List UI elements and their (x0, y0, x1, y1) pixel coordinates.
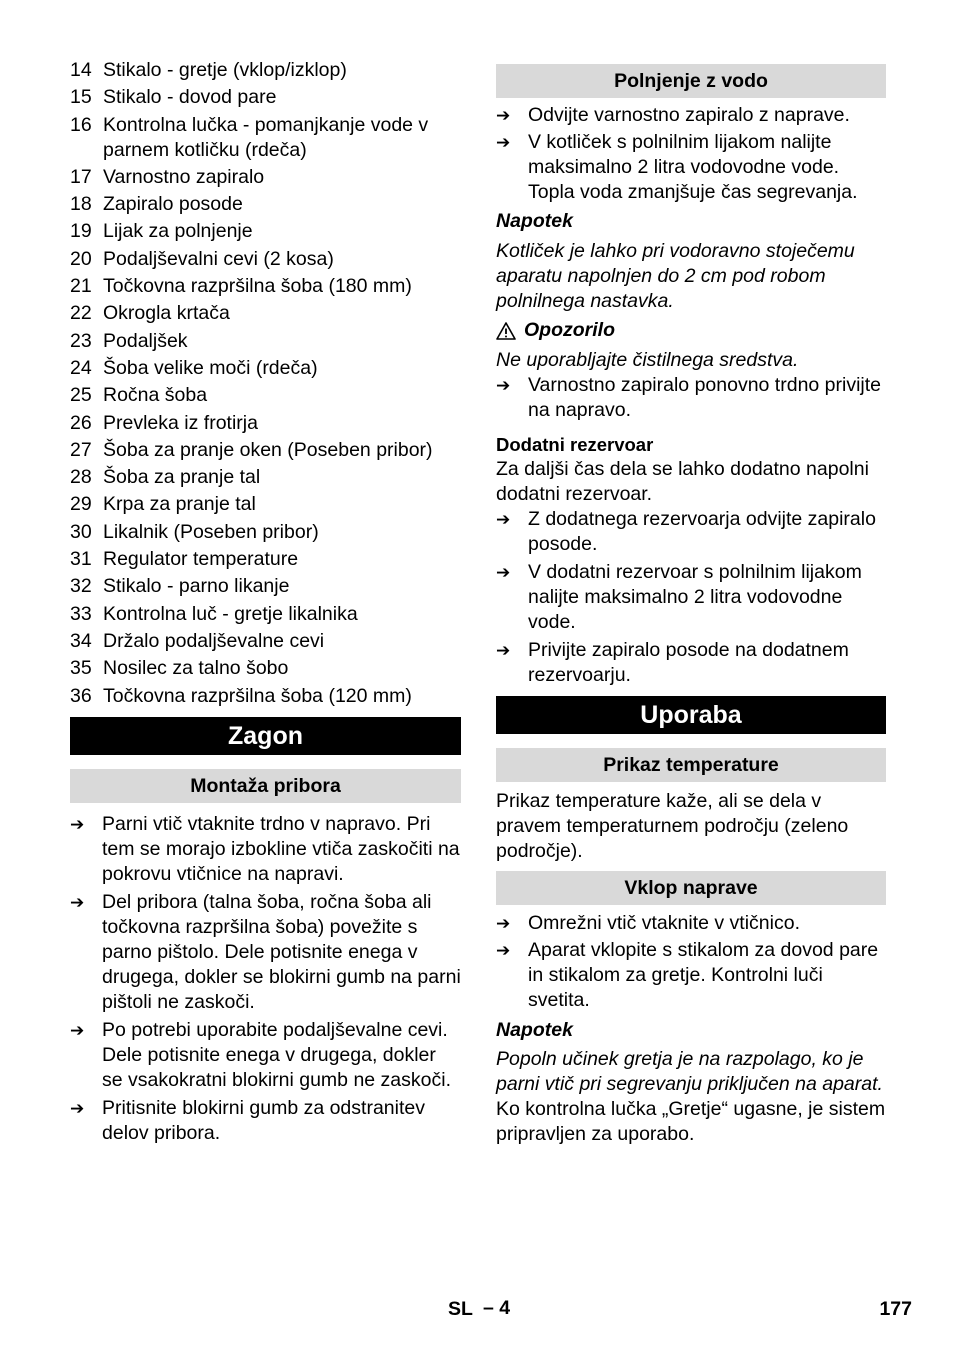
step-text: Odvijte varnostno zapiralo z naprave. (528, 104, 850, 126)
item-text: Ročna šoba (103, 384, 208, 407)
arrow-right-icon: ➔ (496, 510, 511, 529)
step-text: Parni vtič vtaknite trdno v napravo. Pri tem se morajo izbokline vtiča zaskočiti na pokrovu vtičnice na napravi. (102, 812, 460, 885)
item-number: 31 (70, 548, 92, 571)
item-number: 29 (70, 493, 92, 516)
item-number: 22 (70, 302, 92, 325)
step-text: Privijte zapiralo posode na dodatnem rezervoarju. (528, 639, 849, 686)
item-text: Prevleka iz frotirja (103, 411, 258, 434)
arrow-right-icon: ➔ (496, 914, 511, 933)
parts-list-item (70, 547, 461, 572)
warning-heading (496, 318, 886, 343)
polnjenje-step-after (496, 373, 886, 423)
item-text: Podaljševalni cevi (2 kosa) (103, 247, 334, 270)
item-text: Zapiralo posode (103, 193, 243, 216)
warning-text: Ne uporabljajte čistilnega sredstva. (496, 349, 799, 371)
note-title: Napotek (496, 1019, 573, 1041)
item-text: Okrogla krtača (103, 302, 230, 325)
final-text: Ko kontrolna lučka „Gretje“ ugasne, je sistem pripravljen za uporabo. (496, 1098, 886, 1145)
left-column (70, 58, 461, 1146)
item-text: Varnostno zapiralo (103, 165, 265, 188)
item-text: Nosilec za talno šobo (103, 657, 289, 680)
item-number: 35 (70, 657, 92, 680)
parts-list-item (70, 247, 461, 272)
parts-list-item (70, 329, 461, 354)
step-text: Z dodatnega rezervoarja odvijte zapiralo posode. (528, 508, 876, 555)
item-text: Šoba velike moči (rdeča) (103, 356, 318, 379)
arrow-right-icon: ➔ (496, 563, 511, 582)
dodatni-rezervoar-text: Za daljši čas dela se lahko dodatno napolni dodatni rezervoar. (496, 458, 869, 505)
step-text: V kotliček s polnilnim lijakom nalijte maksimalno 2 litra vodovodne vode. Topla voda zmanjšuje čas segrevanja. (528, 131, 858, 203)
parts-list-item (70, 465, 461, 490)
parts-list-item (70, 411, 461, 436)
polnjenje-step (496, 103, 886, 128)
polnjenje-steps (496, 103, 886, 205)
parts-list-item (70, 274, 461, 299)
section-zagon-title: Zagon (70, 717, 461, 755)
vklop-step (496, 911, 886, 936)
step-text: Pritisnite blokirni gumb za odstranitev delov pribora. (102, 1096, 425, 1144)
item-number: 14 (70, 59, 92, 81)
section-uporaba-title: Uporaba (496, 696, 886, 734)
item-number: 23 (70, 329, 92, 352)
item-text: Podaljšek (103, 329, 188, 352)
parts-list-item (70, 219, 461, 244)
parts-list-item (70, 656, 461, 681)
item-number: 19 (70, 220, 92, 243)
dodatni-steps (496, 507, 886, 688)
step-text: Omrežni vtič vtaknite v vtičnico. (528, 912, 800, 934)
parts-list-item (70, 438, 461, 463)
item-number: 25 (70, 384, 92, 407)
parts-list-item (70, 602, 461, 627)
parts-list-item (70, 520, 461, 545)
item-text: Stikalo - parno likanje (103, 575, 290, 598)
item-number: 26 (70, 411, 92, 434)
item-text: Šoba za pranje tal (103, 466, 261, 489)
item-number: 30 (70, 520, 92, 543)
arrow-right-icon: ➔ (70, 1098, 85, 1118)
step-text: Del pribora (talna šoba, ročna šoba ali točkovna razpršilna šoba) povežite s parno pištolo. Dele potisnite enega v drugega, dokler se blokirni gumb na parni pištoli ne zaskoči. (102, 890, 461, 1013)
item-number: 20 (70, 247, 92, 270)
montaza-step (70, 812, 461, 887)
item-text: Regulator temperature (103, 548, 299, 571)
vklop-steps (496, 911, 886, 1013)
item-number: 36 (70, 684, 92, 707)
item-text: Lijak za polnjenje (103, 220, 253, 243)
item-text: Točkovna razpršilna šoba (120 mm) (103, 684, 412, 707)
montaza-step (70, 1018, 461, 1093)
arrow-right-icon: ➔ (496, 106, 511, 125)
item-text: Kontrolna luč - gretje likalnika (103, 602, 358, 625)
warning-title: Opozorilo (524, 319, 615, 341)
parts-list-item (70, 192, 461, 217)
subsection-montaza-title: Montaža pribora (70, 769, 461, 803)
subsection-vklop-title: Vklop naprave (496, 871, 886, 905)
dodatni-rezervoar-title: Dodatni rezervoar (496, 434, 654, 455)
footer-page-number: 177 (879, 1298, 912, 1320)
parts-list-item (70, 574, 461, 599)
item-text: Kontrolna lučka - pomanjkanje vode v parnem kotličku (rdeča) (103, 113, 429, 161)
arrow-right-icon: ➔ (70, 892, 85, 912)
arrow-right-icon: ➔ (70, 1020, 85, 1040)
item-number: 34 (70, 629, 92, 652)
parts-list-item (70, 113, 461, 163)
item-number: 21 (70, 275, 92, 298)
step-text: Po potrebi uporabite podaljševalne cevi. Dele potisnite enega v drugega, dokler se vsakokratni blokirni gumb ne zaskoči. (102, 1018, 451, 1091)
montaza-steps (70, 812, 461, 1146)
montaza-step (70, 890, 461, 1015)
note-title: Napotek (496, 210, 573, 232)
item-text: Točkovna razpršilna šoba (180 mm) (103, 275, 412, 298)
item-number: 32 (70, 575, 92, 598)
item-number: 27 (70, 438, 92, 461)
parts-list-item (70, 629, 461, 654)
parts-list-item (70, 383, 461, 408)
subsection-prikaz-title: Prikaz temperature (496, 748, 886, 782)
item-number: 17 (70, 165, 92, 188)
note-text: Kotliček je lahko pri vodoravno stoječemu aparatu napolnjen do 2 cm pod robom polnilnega nastavka. (496, 240, 855, 312)
step-text: Varnostno zapiralo ponovno trdno privijte na napravo. (528, 374, 882, 421)
item-number: 15 (70, 86, 92, 109)
parts-list-item (70, 165, 461, 190)
item-text: Likalnik (Poseben pribor) (103, 520, 319, 543)
montaza-step (70, 1096, 461, 1146)
footer-section-page: – 4 (483, 1297, 511, 1319)
item-text: Stikalo - dovod pare (103, 86, 277, 109)
prikaz-text: Prikaz temperature kaže, ali se dela v pravem temperaturnem področju (zeleno področje). (496, 790, 849, 862)
dodatni-step (496, 560, 886, 635)
dodatni-step (496, 507, 886, 557)
parts-list-item (70, 58, 461, 83)
footer-language: SL (448, 1298, 473, 1320)
dodatni-step (496, 638, 886, 688)
parts-list (70, 58, 461, 709)
note-text: Popoln učinek gretja je na razpolago, ko je parni vtič pri segrevanju priključen na aparat. (496, 1048, 883, 1095)
parts-list-item (70, 684, 461, 709)
step-text: Aparat vklopite s stikalom za dovod pare in stikalom za gretje. Kontrolni luči svetita. (528, 939, 879, 1011)
arrow-right-icon: ➔ (496, 133, 511, 152)
arrow-right-icon: ➔ (496, 376, 511, 395)
item-number: 16 (70, 113, 92, 136)
warning-triangle-icon (496, 322, 516, 340)
item-number: 28 (70, 466, 92, 489)
item-number: 24 (70, 356, 92, 379)
right-column (496, 64, 886, 1147)
arrow-right-icon: ➔ (70, 814, 85, 834)
parts-list-item (70, 492, 461, 517)
subsection-polnjenje-title: Polnjenje z vodo (496, 64, 886, 98)
arrow-right-icon: ➔ (496, 941, 511, 960)
item-number: 33 (70, 602, 92, 625)
parts-list-item (70, 356, 461, 381)
item-text: Stikalo - gretje (vklop/izklop) (103, 59, 347, 81)
parts-list-item (70, 85, 461, 110)
step-text: V dodatni rezervoar s polnilnim lijakom nalijte maksimalno 2 litra vodovodne vode. (528, 561, 862, 633)
arrow-right-icon: ➔ (496, 641, 511, 660)
polnjenje-step (496, 130, 886, 205)
item-text: Krpa za pranje tal (103, 493, 256, 516)
parts-list-item (70, 301, 461, 326)
item-text: Držalo podaljševalne cevi (103, 629, 325, 652)
vklop-step (496, 938, 886, 1013)
item-text: Šoba za pranje oken (Poseben pribor) (103, 438, 433, 461)
item-number: 18 (70, 193, 92, 216)
